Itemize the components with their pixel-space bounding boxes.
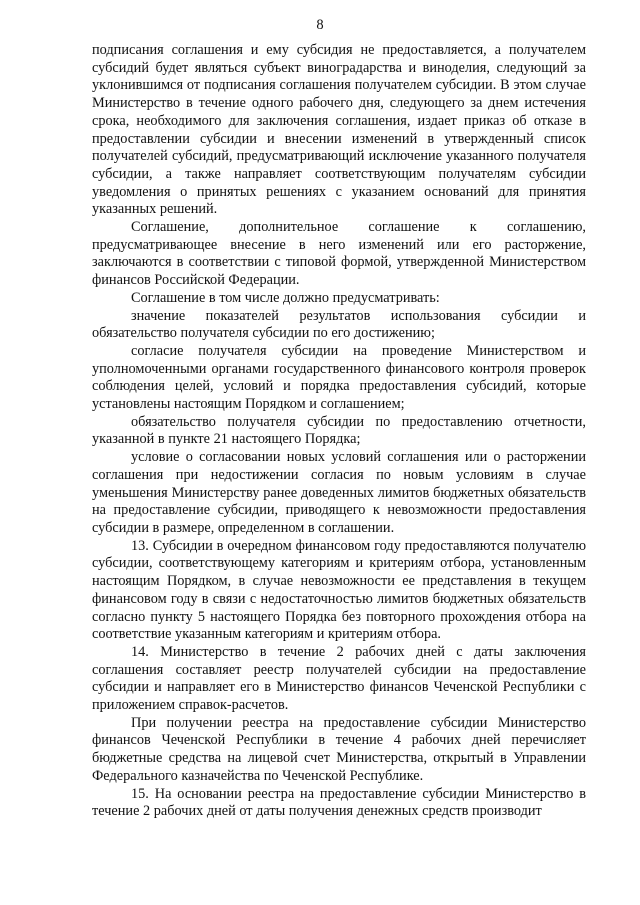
page-number: 8 [316,17,324,33]
list-item-control-consent: согласие получателя субсидии на проведение Министерством и уполномоченными органами государственного финансового контроля проверок соблюдения целей, условий и порядка предоставления субсидий, которые установлены настоящим Порядком и соглашением; [92,342,586,413]
paragraph-item-15: 15. На основании реестра на предоставление субсидии Министерство в течение 2 рабочих дней от даты получения денежных средств производит [92,785,586,820]
paragraph-registry-transfer: При получении реестра на предоставление субсидии Министерство финансов Чеченской Республики в течение 4 рабочих дней перечисляет бюджетные средства на лицевой счет Министерства, открытый в Управлении Федерального казначейства по Чеченской Республике. [92,714,586,784]
paragraph-agreement-provisions-intro: Соглашение в том числе должно предусматривать: [131,289,440,306]
paragraph-item-13: 13. Субсидии в очередном финансовом году предоставляются получателю субсидии, соответствующему категориям и критериям отбора, установленным настоящим Порядком, в случае невозможности ее представления в текущем финансовом году в связи с недостаточностью лимитов бюджетных обязательств согласно пункту 5 настоящего Порядка без повторного прохождения отбора на соответствие указанным категориям и критериям отбора. [92,537,586,643]
paragraph-item-14: 14. Министерство в течение 2 рабочих дней с даты заключения соглашения составляет реестр получателей субсидии на предоставление субсидии и направляет его в Министерство финансов Чеченской Республики с приложением справок-расчетов. [92,643,586,714]
paragraph-agreement-form: Соглашение, дополнительное соглашение к соглашению, предусматривающее внесение в него изменений или его расторжение, заключаются в соответствии с типовой формой, утвержденной Министерством финансов Российской Федерации. [92,219,586,289]
list-item-result-indicators: значение показателей результатов использования субсидии и обязательство получателя субсидии по его достижению; [92,307,586,342]
document-body [92,42,586,821]
list-item-reporting-obligation: обязательство получателя субсидии по предоставлению отчетности, указанной в пункте 21 настоящего Порядка; [92,413,586,448]
list-item-new-conditions: условие о согласовании новых условий соглашения или о расторжении соглашения при недостижении согласия по новым условиям в случае уменьшения Министерству ранее доведенных лимитов бюджетных обязательств на предоставление субсидии, приводящего к невозможности предоставления субсидии в размере, определенном в соглашении. [92,449,586,536]
paragraph-continuation: подписания соглашения и ему субсидия не предоставляется, а получателем субсидий будет являться субъект виноградарства и виноделия, следующий за уклонившимся от подписания соглашения получателем субсидии. В этом случае Министерство в течение одного рабочего дня, следующего за днем истечения срока, необходимого для заключения соглашения, издает приказ об отказе в предоставлении субсидии и внесении изменений в утвержденный список получателей субсидий, предусматривающий исключение указанного получателя субсидии, а также направляет соответствующим получателям субсидии уведомления о принятых решениях с указанием оснований для принятия указанных решений. [92,42,586,218]
